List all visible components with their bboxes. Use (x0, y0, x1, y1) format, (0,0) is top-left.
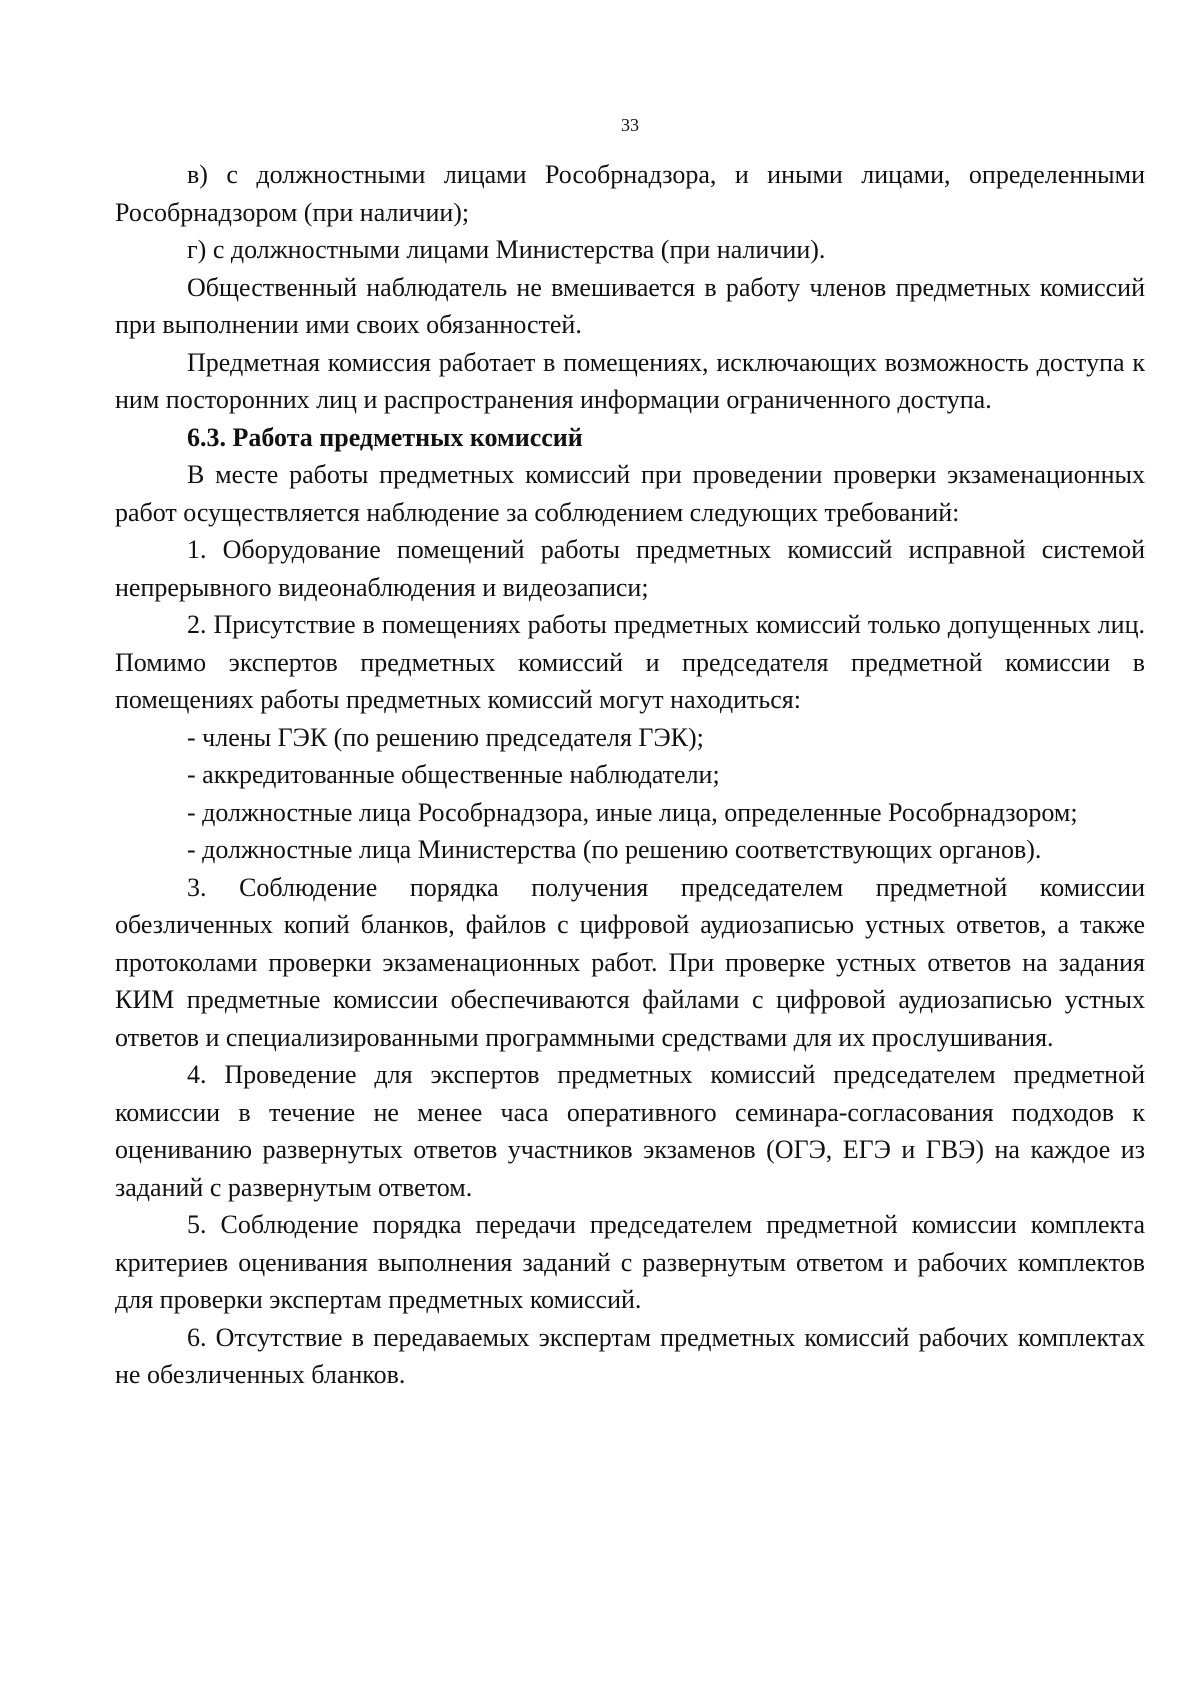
requirement-3: 3. Соблюдение порядка получения председателем предметной комиссии обезличенных копий бланков, файлов с цифровой аудиозаписью устных ответов, а также протоколами проверки экзаменационных работ. При проверке устных ответов на задания КИМ предметные комиссии обеспечиваются файлами с цифровой аудиозаписью устных ответов и специализированными программными средствами для их прослушивания. (115, 872, 1145, 1052)
paragraph-v: в) с должностными лицами Рособрнадзора, и иными лицами, определенными Рособрнадзором (при наличии); (115, 160, 1145, 227)
paragraph-commission-premises: Предметная комиссия работает в помещениях, исключающих возможность доступа к ним посторонних лиц и распространения информации ограниченного доступа. (115, 347, 1145, 414)
list-item-rosobrnadzor-officials: - должностные лица Рособрнадзора, иные лица, определенные Рособрнадзором; (187, 797, 1078, 827)
requirement-4: 4. Проведение для экспертов предметных комиссий председателем предметной комиссии в течение не менее часа оперативного семинара-согласования подходов к оцениванию развернутых ответов участников экзаменов (ОГЭ, ЕГЭ и ГВЭ) на каждое из заданий с развернутым ответом. (115, 1060, 1145, 1202)
document-body (115, 156, 1145, 1394)
section-heading: 6.3. Работа предметных комиссий (187, 422, 583, 452)
list-item-ministry-officials: - должностные лица Министерства (по решению соответствующих органов). (187, 835, 1042, 864)
requirement-6: 6. Отсутствие в передаваемых экспертам предметных комиссий рабочих комплектах не обезличенных бланков. (115, 1322, 1145, 1389)
list-item-gek-members: - члены ГЭК (по решению председателя ГЭК); (187, 722, 704, 752)
list-item-observers: - аккредитованные общественные наблюдатели; (187, 760, 720, 789)
paragraph-requirements-intro: В месте работы предметных комиссий при проведении проверки экзаменационных работ осуществляется наблюдение за соблюдением следующих требований: (115, 460, 1145, 527)
paragraph-observer: Общественный наблюдатель не вмешивается в работу членов предметных комиссий при выполнении ими своих обязанностей. (115, 272, 1145, 339)
requirement-5: 5. Соблюдение порядка передачи председателем предметной комиссии комплекта критериев оценивания выполнения заданий с развернутым ответом и рабочих комплектов для проверки экспертам предметных комиссий. (115, 1210, 1145, 1314)
requirement-1: 1. Оборудование помещений работы предметных комиссий исправной системой непрерывного видеонаблюдения и видеозаписи; (115, 535, 1145, 602)
paragraph-g: г) с должностными лицами Министерства (при наличии). (187, 235, 826, 264)
page-number: 33 (621, 115, 639, 135)
requirement-2: 2. Присутствие в помещениях работы предметных комиссий только допущенных лиц. Помимо экспертов предметных комиссий и председателя предметной комиссии в помещениях работы предметных комиссий могут находиться: (115, 610, 1145, 714)
